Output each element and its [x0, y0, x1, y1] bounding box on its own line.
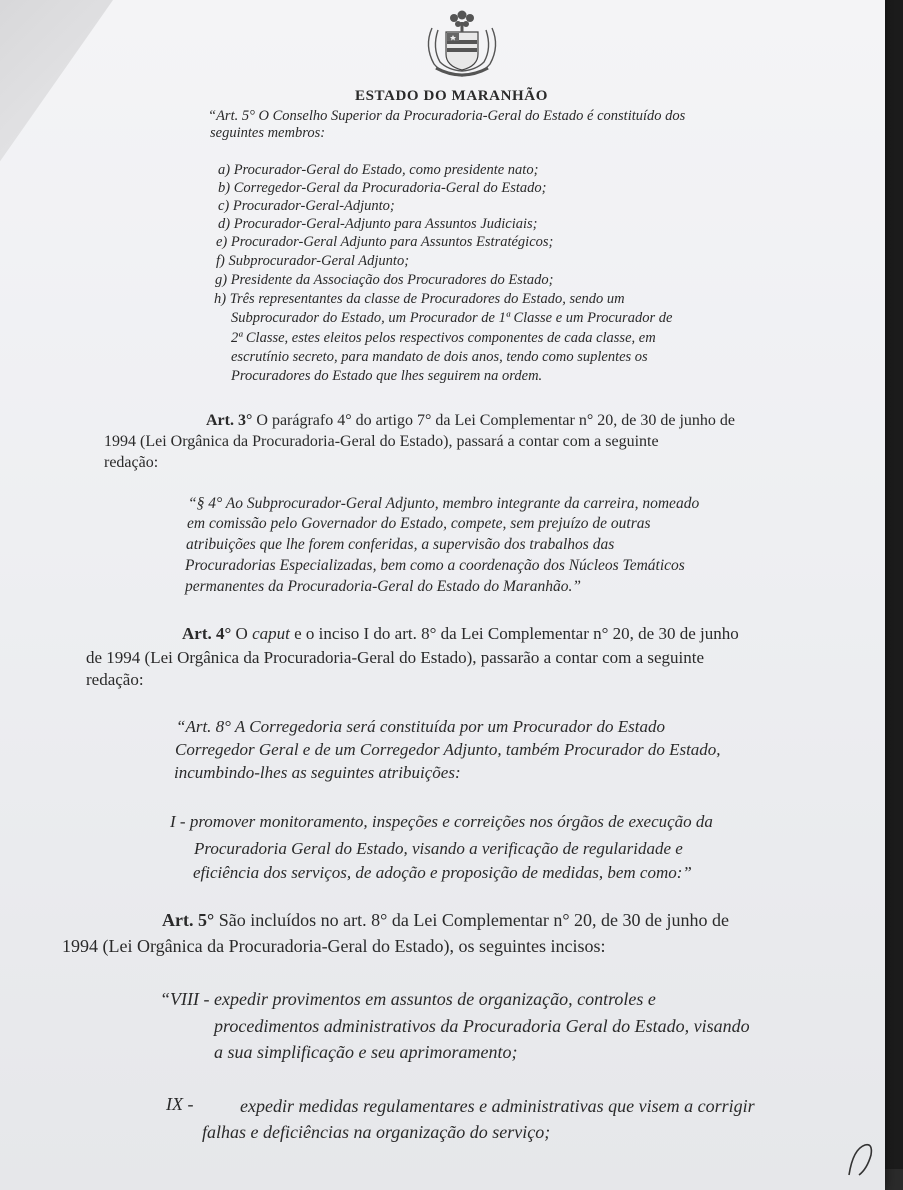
- inciso-viii-line: procedimentos administrativos da Procuradoria Geral do Estado, visando: [214, 1016, 750, 1036]
- art5-intro-line: seguintes membros:: [210, 125, 326, 141]
- art4-label: Art. 4°: [182, 624, 232, 643]
- art4-quote-line: “Art. 8° A Corregedoria será constituída por um Procurador do Estado: [176, 717, 665, 736]
- art3-quote-line: atribuições que lhe forem conferidas, a supervisão dos trabalhos das: [186, 536, 615, 553]
- member-item: b) Corregedor-Geral da Procuradoria-Geral do Estado;: [218, 180, 547, 196]
- member-item: g) Presidente da Associação dos Procuradores do Estado;: [215, 272, 554, 288]
- art4-inciso-line: Procuradoria Geral do Estado, visando a verificação de regularidade e: [194, 839, 683, 858]
- member-item: a) Procurador-Geral do Estado, como presidente nato;: [218, 162, 539, 178]
- inciso-ix-line: expedir medidas regulamentares e administrativas que visem a corrigir: [240, 1096, 755, 1116]
- signature-mark-icon: [843, 1141, 883, 1177]
- art3-quote-line: em comissão pelo Governador do Estado, compete, sem prejuízo de outras: [187, 515, 651, 532]
- art4-line3: redação:: [86, 670, 144, 689]
- coat-of-arms-icon: [418, 6, 506, 80]
- art4-quote-line: incumbindo-lhes as seguintes atribuições:: [174, 763, 461, 782]
- member-item-h-line: Subprocurador do Estado, um Procurador de 1ª Classe e um Procurador de: [231, 310, 673, 326]
- member-item-h-line: Procuradores do Estado que lhes seguirem na ordem.: [231, 368, 543, 384]
- art3-quote-line: permanentes da Procuradoria-Geral do Estado do Maranhão.”: [185, 578, 581, 595]
- art3-quote-line: “§ 4° Ao Subprocurador-Geral Adjunto, membro integrante da carreira, nomeado: [188, 495, 700, 512]
- art3-label: Art. 3°: [206, 412, 253, 429]
- art5-intro-line: “Art. 5° O Conselho Superior da Procuradoria-Geral do Estado é constituído dos: [208, 108, 686, 124]
- art4-line2: de 1994 (Lei Orgânica da Procuradoria-Geral do Estado), passarão a contar com a seguinte: [86, 648, 705, 667]
- art3-line2: 1994 (Lei Orgânica da Procuradoria-Geral do Estado), passará a contar com a seguinte: [104, 433, 659, 450]
- inciso-viii-line: “VIII - expedir provimentos em assuntos de organização, controles e: [160, 989, 656, 1009]
- member-item: c) Procurador-Geral-Adjunto;: [218, 198, 395, 214]
- member-item-h: h) Três representantes da classe de Procuradores do Estado, sendo um: [214, 291, 625, 307]
- caput-word: caput: [252, 624, 290, 643]
- art3-line3: redação:: [104, 454, 159, 471]
- art5-label: Art. 5°: [162, 910, 215, 930]
- art4-inciso-line: I - promover monitoramento, inspeções e correições nos órgãos de execução da: [170, 812, 713, 831]
- art4-line1: Art. 4° O caput e o inciso I do art. 8° da Lei Complementar n° 20, de 30 de junho: [182, 624, 739, 643]
- inciso-ix-line: falhas e deficiências na organização do serviço;: [202, 1122, 551, 1142]
- art4-inciso-line: eficiência dos serviços, de adoção e proposição de medidas, bem como:”: [193, 863, 692, 882]
- art5-line1: Art. 5° São incluídos no art. 8° da Lei Complementar n° 20, de 30 de junho de: [162, 910, 729, 930]
- art3-line1: Art. 3° O parágrafo 4° do artigo 7° da Lei Complementar n° 20, de 30 de junho de: [206, 412, 736, 429]
- member-item-h-line: escrutínio secreto, para mandato de dois anos, tendo como suplentes os: [231, 349, 648, 365]
- member-item: e) Procurador-Geral Adjunto para Assuntos Estratégicos;: [216, 234, 554, 250]
- art3-quote-line: Procuradorias Especializadas, bem como a coordenação dos Núcleos Temáticos: [185, 557, 685, 574]
- member-item: d) Procurador-Geral-Adjunto para Assuntos Judiciais;: [218, 216, 538, 232]
- art5-line2: 1994 (Lei Orgânica da Procuradoria-Geral do Estado), os seguintes incisos:: [62, 936, 606, 956]
- state-name-heading: ESTADO DO MARANHÃO: [354, 88, 549, 104]
- inciso-ix-number: IX -: [166, 1094, 194, 1114]
- art4-quote-line: Corregedor Geral e de um Corregedor Adjunto, também Procurador do Estado,: [175, 740, 721, 759]
- inciso-viii-line: a sua simplificação e seu aprimoramento;: [214, 1042, 518, 1062]
- member-item-h-line: 2ª Classe, estes eleitos pelos respectivos componentes de cada classe, em: [231, 330, 656, 346]
- member-item: f) Subprocurador-Geral Adjunto;: [216, 253, 410, 269]
